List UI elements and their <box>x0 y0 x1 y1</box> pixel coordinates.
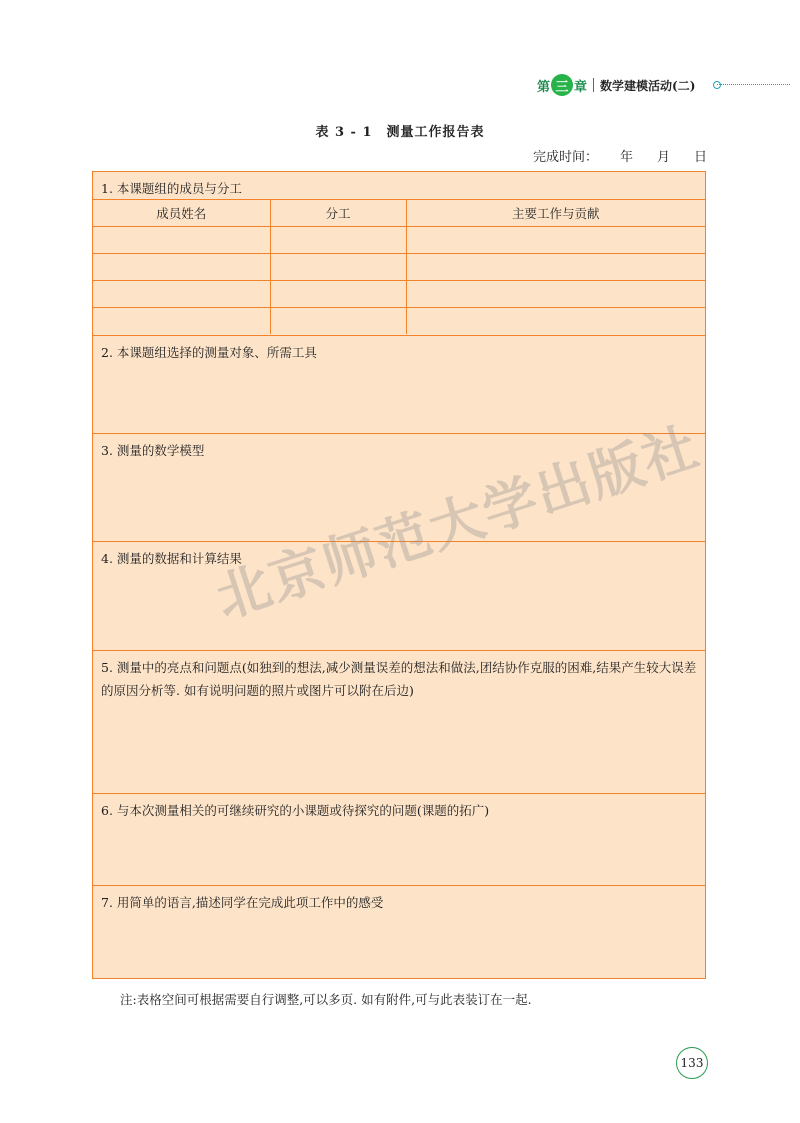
table-row <box>93 254 705 281</box>
section-extensions[interactable] <box>93 793 705 885</box>
table-title: 表 3 - 1 测量工作报告表 <box>315 125 485 140</box>
footnote: 注:表格空间可根据需要自行调整,可以多页. 如有附件,可与此表装订在一起. <box>120 992 532 1007</box>
member-name-cell[interactable] <box>93 308 270 335</box>
chapter-prefix: 第 <box>537 79 551 95</box>
member-role-cell[interactable] <box>270 281 406 308</box>
finish-time-day: 日 <box>693 150 707 165</box>
chapter-suffix: 章 <box>574 79 588 95</box>
finish-time <box>533 146 707 165</box>
col-header-contribution: 主要工作与贡献 <box>406 200 705 227</box>
member-name-cell[interactable] <box>93 281 270 308</box>
table-row <box>93 227 705 254</box>
member-name-cell[interactable] <box>93 254 270 281</box>
member-contribution-cell[interactable] <box>406 281 705 308</box>
member-contribution-cell[interactable] <box>406 254 705 281</box>
chapter-number-badge: 三 <box>551 74 573 96</box>
col-header-role: 分工 <box>270 200 406 227</box>
section-label-5: 5. 测量中的亮点和问题点(如独到的想法,减少测量误差的想法和做法,团结协作克服的困难,结果产生较大误差的原因分析等. 如有说明问题的照片或图片可以附在后边) <box>101 660 697 698</box>
chapter-title: 数学建模活动(二) <box>600 78 696 93</box>
chapter-divider <box>593 78 594 92</box>
header-dot-icon <box>713 81 721 89</box>
member-contribution-cell[interactable] <box>406 308 705 335</box>
section-highlights-issues[interactable] <box>93 650 705 793</box>
publisher-watermark: 北京师范大学出版社 <box>208 414 708 631</box>
section-label-2: 2. 本课题组选择的测量对象、所需工具 <box>101 345 317 360</box>
chapter-header <box>537 74 695 96</box>
table-header-row <box>93 200 705 227</box>
section-objects-tools[interactable] <box>93 335 705 433</box>
section-label-4: 4. 测量的数据和计算结果 <box>101 551 242 566</box>
members-table <box>93 199 705 334</box>
section-label-7: 7. 用简单的语言,描述同学在完成此项工作中的感受 <box>101 895 384 910</box>
section-label-3: 3. 测量的数学模型 <box>101 443 205 458</box>
finish-time-label: 完成时间： <box>532 150 598 165</box>
member-role-cell[interactable] <box>270 227 406 254</box>
header-dotted-line <box>717 84 790 85</box>
finish-time-year: 年 <box>619 150 633 165</box>
table-row <box>93 308 705 335</box>
section-label-6: 6. 与本次测量相关的可继续研究的小课题或待探究的问题(课题的拓广) <box>101 803 490 818</box>
member-role-cell[interactable] <box>270 308 406 335</box>
col-header-name: 成员姓名 <box>93 200 270 227</box>
finish-time-month: 月 <box>656 150 670 165</box>
member-name-cell[interactable] <box>93 227 270 254</box>
member-role-cell[interactable] <box>270 254 406 281</box>
table-row <box>93 281 705 308</box>
page-number: 133 <box>676 1047 708 1079</box>
section-label-1: 1. 本课题组的成员与分工 <box>101 181 242 196</box>
section-members <box>93 172 705 335</box>
section-reflections[interactable] <box>93 885 705 980</box>
member-contribution-cell[interactable] <box>406 227 705 254</box>
